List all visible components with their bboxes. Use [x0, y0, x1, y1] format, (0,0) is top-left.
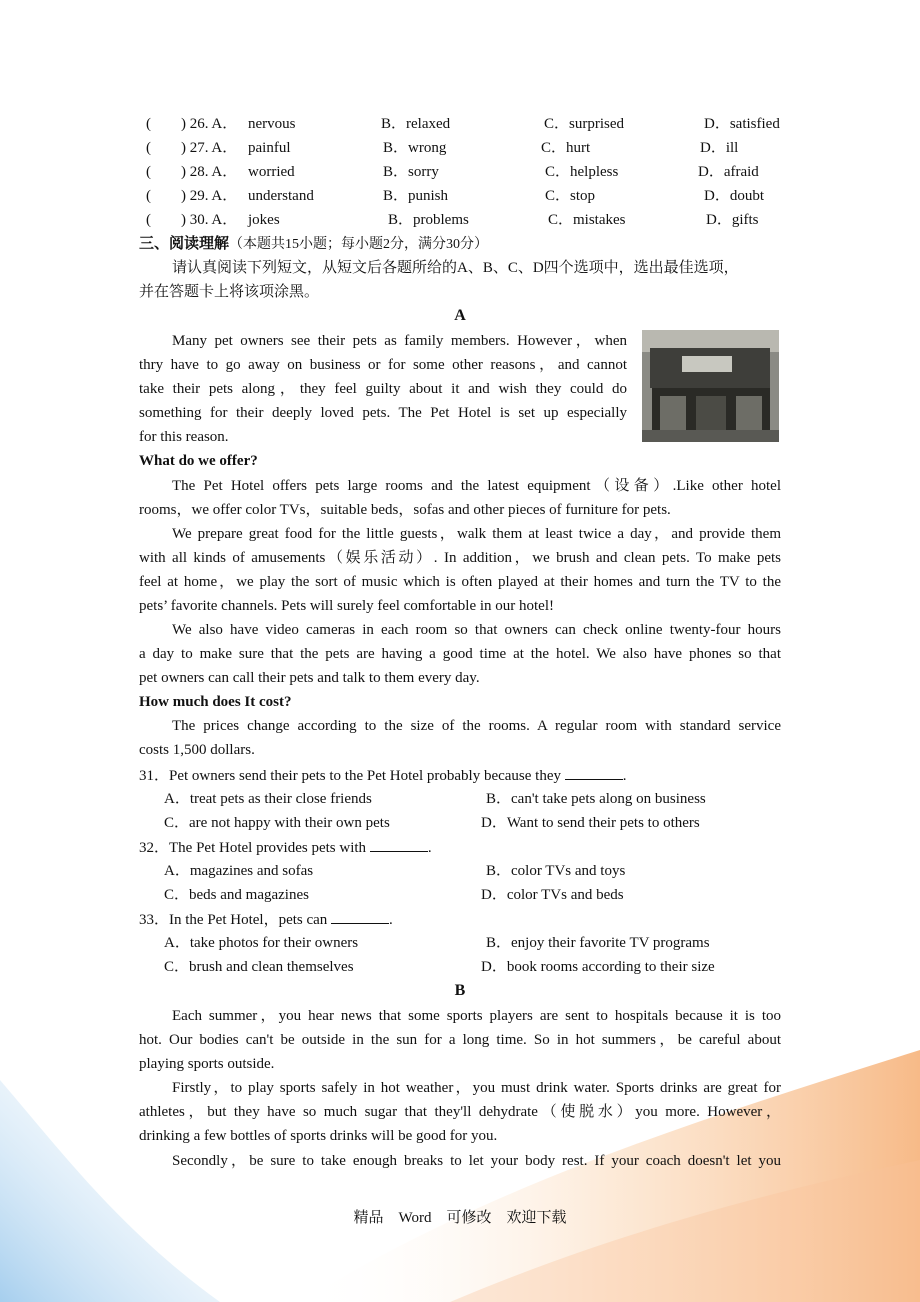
answer-option: B．enjoy their favorite TV programs	[486, 935, 710, 951]
option-c: C．surprised	[544, 116, 624, 132]
paragraph-line: pet owners can call their pets and talk to them every day.	[139, 670, 480, 686]
answer-option: A．magazines and sofas	[164, 863, 314, 879]
paragraph-line: Firstly，to play sports safely in hot weather，you must drink water. Sports drinks are great for	[172, 1080, 781, 1096]
option-b: B．relaxed	[381, 116, 451, 132]
option-d: D．satisfied	[704, 116, 780, 132]
paragraph-line: hot. Our bodies can't be outside in the sun for a long time. So in hot summers，be careful about	[139, 1032, 781, 1048]
option-c: C．hurt	[541, 140, 591, 156]
answer-option: B．color TVs and toys	[486, 863, 626, 879]
question-text: 33．In the Pet Hotel，pets can	[139, 912, 328, 928]
answer-option: A．treat pets as their close friends	[164, 791, 372, 807]
subheading: What do we offer?	[139, 453, 258, 469]
question-number: ( ) 27. A．	[146, 140, 238, 156]
option-b: B．punish	[383, 188, 449, 204]
answer-option: C．beds and magazines	[164, 887, 309, 903]
paragraph-line: pets’ favorite channels. Pets will surely feel comfortable in our hotel!	[139, 598, 555, 614]
subheading: How much does It cost?	[139, 694, 292, 710]
paragraph-line: The prices change according to the size of the rooms. A regular room with standard service	[172, 718, 781, 734]
option-a: worried	[248, 164, 295, 180]
paragraph-line: Secondly，be sure to take enough breaks to let your body rest. If your coach doesn't let you	[172, 1153, 781, 1169]
pet-hotel-photo	[642, 330, 779, 442]
option-a: nervous	[248, 116, 296, 132]
answer-option: D．color TVs and beds	[481, 887, 624, 903]
paragraph-line: for this reason.	[139, 429, 229, 445]
section-title: 三、阅读理解	[139, 236, 230, 252]
option-b: B．wrong	[383, 140, 447, 156]
option-d: D．afraid	[698, 164, 759, 180]
answer-blank	[370, 837, 428, 852]
page-footer: 精品 Word 可修改 欢迎下载	[353, 1210, 567, 1226]
paragraph-line: We also have video cameras in each room so that owners can check online twenty-four hours	[172, 622, 781, 638]
answer-option: D．Want to send their pets to others	[481, 815, 700, 831]
option-d: D．gifts	[706, 212, 759, 228]
section-heading	[139, 234, 488, 255]
paragraph-line: Each summer，you hear news that some sports players are sent to hospitals because it is too	[172, 1008, 781, 1024]
paragraph-line: a day to make sure that the pets are having a good time at the hotel. We also have phones so that	[139, 646, 781, 662]
answer-option: C．are not happy with their own pets	[164, 815, 390, 831]
question-text: 32．The Pet Hotel provides pets with	[139, 840, 367, 856]
paragraph-line: athletes，but they have so much sugar that they'll dehydrate（使脱水）you more. However，	[139, 1104, 781, 1120]
question-stem: 33．In the Pet Hotel，pets can .	[139, 909, 393, 930]
paragraph-line: We prepare great food for the little guests，walk them at least twice a day，and provide them	[172, 526, 781, 542]
section-instruction: 请认真阅读下列短文，从短文后各题所给的A、B、C、D四个选项中，选出最佳选项，	[172, 260, 739, 276]
answer-blank	[331, 909, 389, 924]
question-number: ( ) 28. A．	[146, 164, 238, 180]
question-number: ( ) 29. A．	[146, 188, 238, 204]
answer-option: D．book rooms according to their size	[481, 959, 715, 975]
paragraph-line: drinking a few bottles of sports drinks will be good for you.	[139, 1128, 498, 1144]
paragraph-line: feel at home，we play the sort of music which is often played at their homes and turn the TV to the	[139, 574, 781, 590]
question-text: 31．Pet owners send their pets to the Pet Hotel probably because they	[139, 768, 561, 784]
answer-option: C．brush and clean themselves	[164, 959, 354, 975]
question-number: ( ) 26. A．	[146, 116, 238, 132]
answer-blank	[565, 765, 623, 780]
option-a: painful	[248, 140, 291, 156]
paragraph-line: rooms，we offer color TVs，suitable beds，sofas and other pieces of furniture for pets.	[139, 502, 671, 518]
option-c: C．mistakes	[548, 212, 626, 228]
option-b: B．sorry	[383, 164, 439, 180]
paragraph-line: Many pet owners see their pets as family members. However，when	[172, 333, 627, 349]
paragraph-line: something for their deeply loved pets. The Pet Hotel is set up especially	[139, 405, 627, 421]
passage-label: A	[454, 307, 466, 324]
paragraph-line: playing sports outside.	[139, 1056, 275, 1072]
passage-label: B	[454, 982, 466, 999]
option-d: D．doubt	[704, 188, 765, 204]
answer-option: B．can't take pets along on business	[486, 791, 706, 807]
option-d: D．ill	[700, 140, 739, 156]
paragraph-line: costs 1,500 dollars.	[139, 742, 255, 758]
paragraph-line: take their pets along，they feel guilty about it and wish they could do	[139, 381, 627, 397]
option-a: understand	[248, 188, 314, 204]
option-c: C．helpless	[545, 164, 619, 180]
question-stem: 31．Pet owners send their pets to the Pet Hotel probably because they .	[139, 765, 627, 786]
option-c: C．stop	[545, 188, 596, 204]
section-note: （本题共15小题；每小题2分，满分30分）	[229, 237, 489, 252]
paragraph-line: The Pet Hotel offers pets large rooms and the latest equipment（设备）.Like other hotel	[172, 478, 781, 494]
answer-option: A．take photos for their owners	[164, 935, 359, 951]
paragraph-line: thry have to go away on business or for some other reasons，and cannot	[139, 357, 627, 373]
option-b: B．problems	[388, 212, 469, 228]
section-instruction: 并在答题卡上将该项涂黑。	[139, 284, 320, 300]
option-a: jokes	[248, 212, 280, 228]
question-number: ( ) 30. A．	[146, 212, 238, 228]
paragraph-line: with all kinds of amusements（娱乐活动）. In addition，we brush and clean pets. To make pets	[139, 550, 781, 566]
question-stem: 32．The Pet Hotel provides pets with .	[139, 837, 432, 858]
